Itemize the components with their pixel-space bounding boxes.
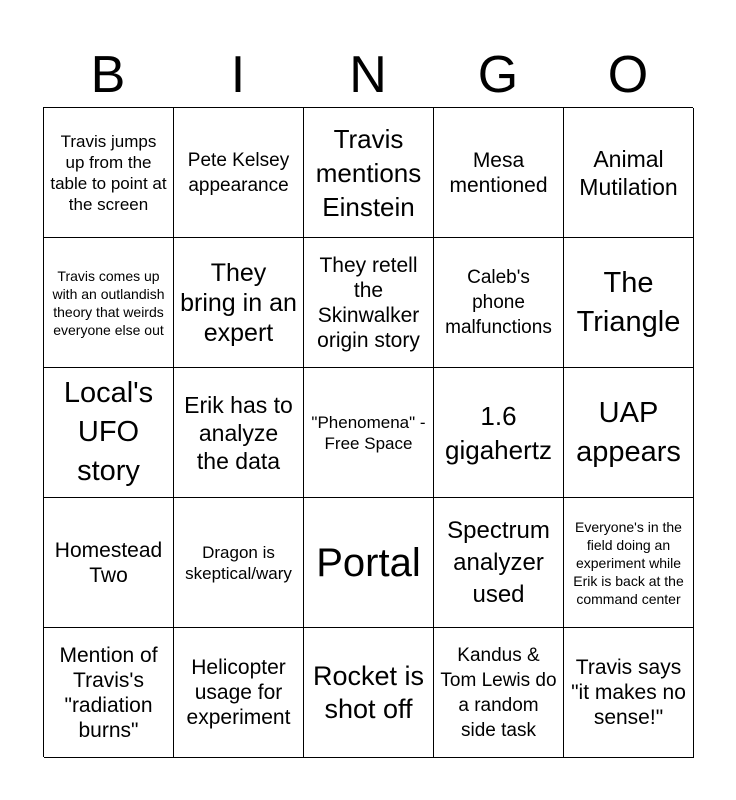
bingo-cell[interactable]: [174, 108, 304, 238]
cell-text: Pete Kelsey appearance: [187, 149, 290, 196]
bingo-cell[interactable]: [434, 108, 564, 238]
cell-text: Travis comes up with an outlandish theory that weirds everyone else out: [52, 267, 165, 338]
header-letter-o: O: [607, 46, 649, 104]
bingo-cell[interactable]: [304, 238, 434, 368]
bingo-cell[interactable]: [434, 498, 564, 628]
bingo-board: [43, 107, 693, 757]
bingo-cell[interactable]: [564, 108, 694, 238]
cell-text: UAP appears: [576, 396, 681, 468]
header-letter-g: G: [477, 46, 519, 104]
bingo-cell[interactable]: [304, 108, 434, 238]
bingo-cell[interactable]: [434, 628, 564, 758]
cell-text: Mesa mentioned: [449, 148, 548, 197]
bingo-cell[interactable]: [44, 368, 174, 498]
cell-text: Mention of Travis's "radiation burns": [59, 643, 158, 742]
cell-text: Helicopter usage for experiment: [186, 656, 291, 729]
cell-text: Travis mentions Einstein: [315, 123, 422, 222]
bingo-cell[interactable]: [174, 238, 304, 368]
cell-text: Caleb's phone malfunctions: [445, 267, 552, 338]
cell-text: Rocket is shot off: [312, 660, 425, 724]
cell-text: "Phenomena" - Free Space: [311, 412, 426, 453]
bingo-cell[interactable]: [174, 368, 304, 498]
cell-text: Local's UFO story: [63, 377, 154, 487]
cell-text: Spectrum analyzer used: [447, 516, 550, 608]
bingo-cell[interactable]: [304, 628, 434, 758]
header-letter-n: N: [349, 46, 387, 104]
bingo-cell[interactable]: [564, 628, 694, 758]
bingo-cell[interactable]: [44, 498, 174, 628]
bingo-cell[interactable]: [564, 498, 694, 628]
bingo-cell[interactable]: [304, 498, 434, 628]
bingo-cell[interactable]: [434, 238, 564, 368]
cell-text: The Triangle: [576, 266, 681, 338]
bingo-cell[interactable]: [564, 368, 694, 498]
bingo-cell[interactable]: [564, 238, 694, 368]
cell-text: They bring in an expert: [180, 258, 297, 347]
bingo-cell[interactable]: [44, 108, 174, 238]
cell-text: Travis jumps up from the table to point at the screen: [50, 131, 167, 214]
cell-text: Portal: [316, 540, 421, 585]
cell-text: Homestead Two: [54, 538, 163, 587]
cell-text: Kandus & Tom Lewis do a random side task: [440, 644, 557, 741]
bingo-cell[interactable]: [44, 628, 174, 758]
header-letter-i: I: [230, 46, 246, 104]
cell-text: Erik has to analyze the data: [184, 391, 293, 474]
bingo-cell[interactable]: [434, 368, 564, 498]
cell-text: Travis says "it makes no sense!": [571, 656, 686, 729]
header-letter-b: B: [90, 46, 126, 104]
cell-text: Dragon is skeptical/wary: [185, 542, 292, 583]
cell-text: 1.6 gigahertz: [445, 400, 552, 465]
bingo-cell free-space[interactable]: [304, 368, 434, 498]
bingo-cell[interactable]: [174, 628, 304, 758]
cell-text: Everyone's in the field doing an experiment while Erik is back at the command center: [573, 518, 684, 607]
cell-text: Animal Mutilation: [579, 145, 678, 200]
cell-text: They retell the Skinwalker origin story: [317, 253, 420, 352]
bingo-header: [43, 44, 693, 106]
bingo-cell[interactable]: [44, 238, 174, 368]
bingo-cell[interactable]: [174, 498, 304, 628]
